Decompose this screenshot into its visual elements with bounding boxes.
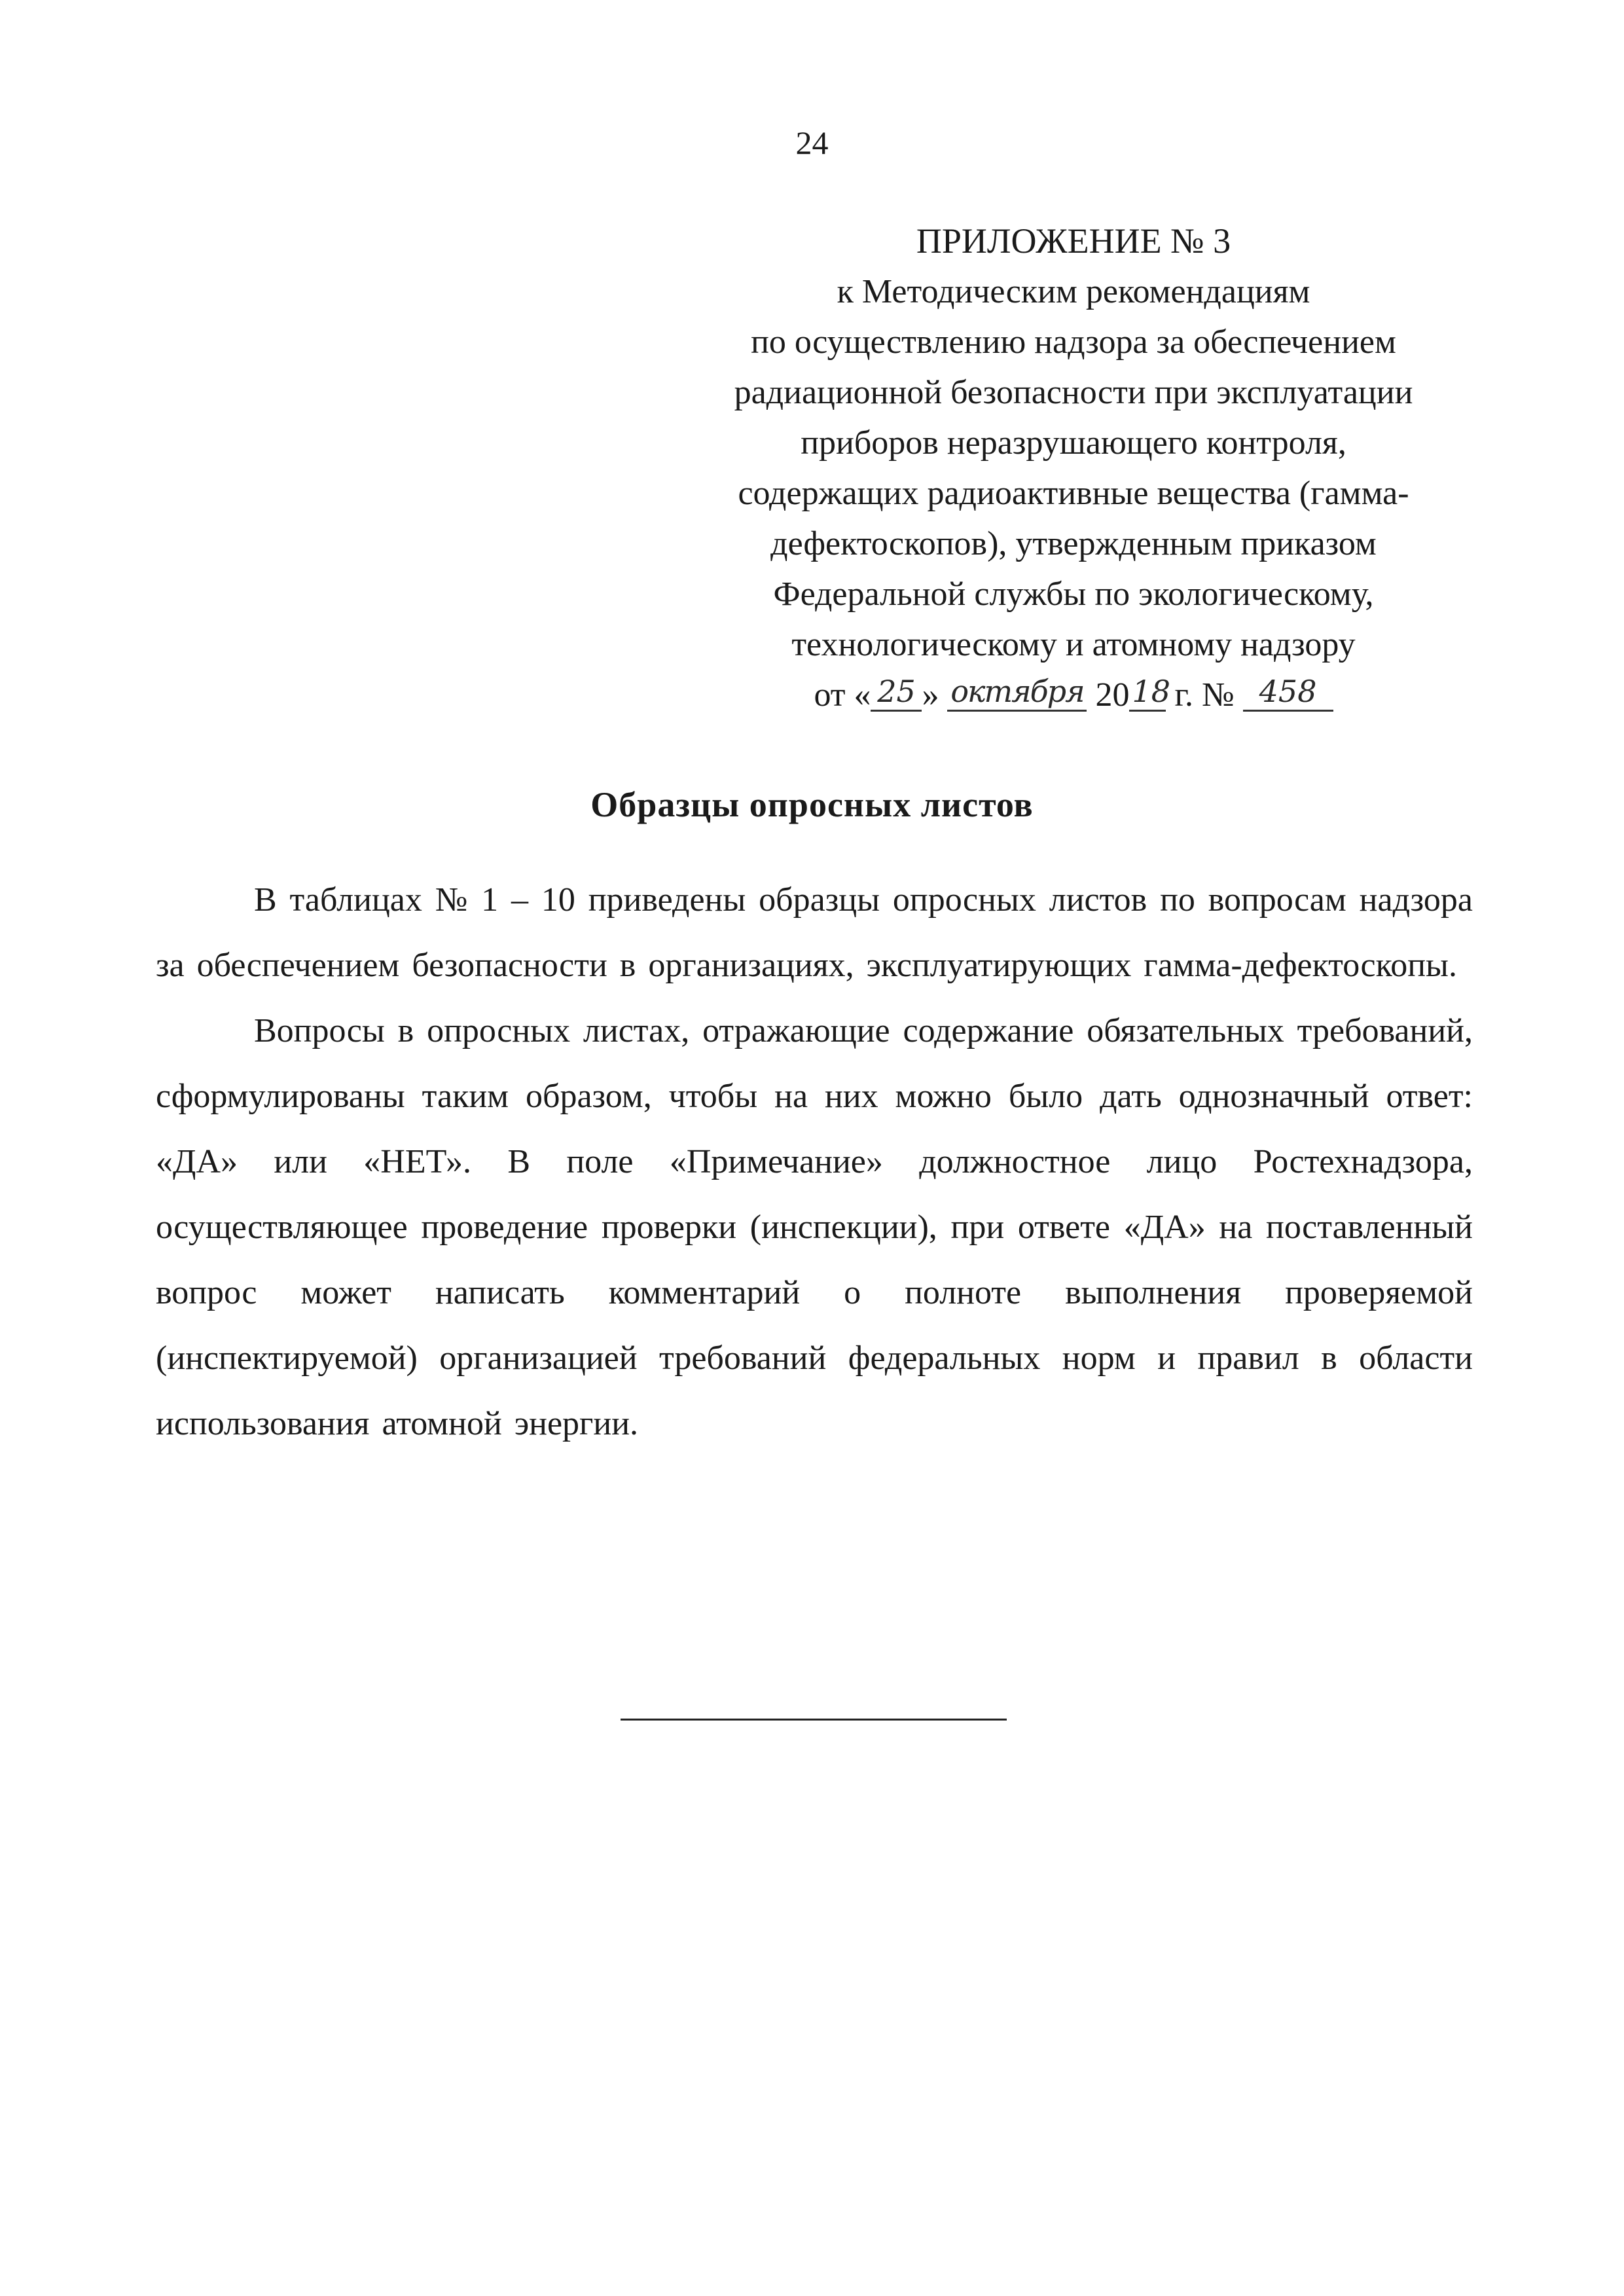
year-unit: г. № bbox=[1174, 676, 1235, 714]
body-text bbox=[156, 867, 1473, 1457]
date-quote-close: » bbox=[922, 676, 939, 714]
page-number: 24 bbox=[795, 124, 829, 161]
appendix-line: к Методическим рекомендациям bbox=[837, 273, 1310, 310]
paragraph: В таблицах № 1 – 10 приведены образцы опросных листов по вопросам надзора за обеспечением безопасности в организациях, эксплуатирующих гамма-дефектоскопы. bbox=[156, 881, 1473, 984]
order-date-line bbox=[655, 670, 1492, 720]
handwritten-order-number: 458 bbox=[1243, 673, 1333, 712]
appendix-line: приборов неразрушающего контроля, bbox=[801, 424, 1346, 462]
appendix-line: технологическому и атомному надзору bbox=[791, 626, 1356, 663]
section-title: Образцы опросных листов bbox=[590, 785, 1034, 824]
appendix-title: ПРИЛОЖЕНИЕ № 3 bbox=[916, 221, 1231, 261]
appendix-line: содержащих радиоактивные вещества (гамма- bbox=[738, 475, 1409, 512]
year-prefix: 20 bbox=[1095, 676, 1130, 714]
appendix-line: дефектоскопов), утвержденным приказом bbox=[770, 525, 1377, 562]
appendix-line: по осуществлению надзора за обеспечением bbox=[751, 323, 1396, 361]
date-prefix: от « bbox=[814, 676, 871, 714]
appendix-header bbox=[655, 216, 1492, 720]
appendix-line: радиационной безопасности при эксплуатации bbox=[734, 374, 1413, 411]
handwritten-year: 18 bbox=[1129, 673, 1166, 712]
handwritten-month: октября bbox=[947, 673, 1087, 712]
paragraph: Вопросы в опросных листах, отражающие содержание обязательных требований, сформулированы таким образом, чтобы на них можно было дать однозначный ответ: «ДА» или «НЕТ». В поле «Примечание» должностное лицо Ростехнадзора, осуществляющее проведение проверки (инспекции), при ответе «ДА» на поставленный вопрос может написать комментарий о полноте выполнения проверяемой (инспектируемой) организацией требований федеральных норм и правил в области использования атомной энергии. bbox=[156, 1012, 1473, 1442]
handwritten-day: 25 bbox=[871, 673, 922, 712]
appendix-line: Федеральной службы по экологическому, bbox=[773, 575, 1374, 613]
footer-divider bbox=[621, 1719, 1007, 1721]
